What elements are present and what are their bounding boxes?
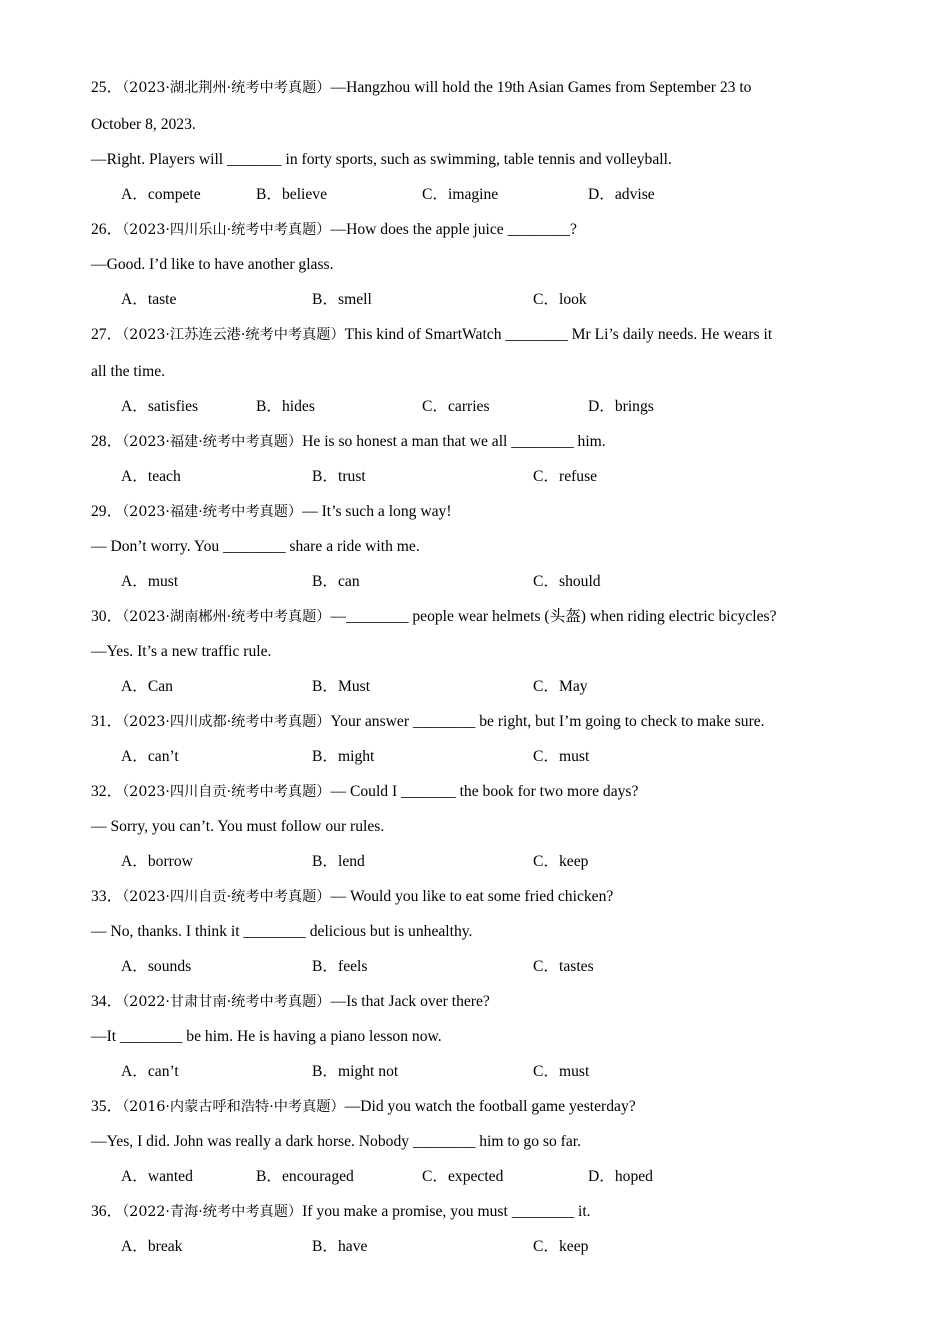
question-32-option-a: A．borrow (121, 853, 193, 870)
question-34-option-c: C．must (533, 1063, 590, 1080)
question-25-option-b: B．believe (256, 186, 328, 203)
question-30-stem: 30．（2023·湖南郴州·统考中考真题）—________ people wear helmets (头盔) when riding electric bicycles? (91, 608, 777, 625)
question-33-reply: — No, thanks. I think it ________ delicious but is unhealthy. (91, 923, 473, 940)
question-26-option-a: A．taste (121, 291, 177, 308)
question-35-option-d: D．hoped (588, 1168, 653, 1185)
question-28-option-a: A．teach (121, 468, 181, 485)
question-26-stem: 26．（2023·四川乐山·统考中考真题）—How does the apple juice ________? (91, 221, 577, 238)
question-26-option-c: C．look (533, 291, 587, 308)
question-25-option-c: C．imagine (422, 186, 499, 203)
question-27-stem: 27．（2023·江苏连云港·统考中考真题）This kind of SmartWatch ________ Mr Li’s daily needs. He wears it (91, 326, 773, 343)
question-32-option-b: B．lend (312, 853, 365, 870)
question-27-option-c: C．carries (422, 398, 490, 415)
question-36-option-c: C．keep (533, 1238, 589, 1255)
question-25-option-d: D．advise (588, 186, 655, 203)
question-28-option-b: B．trust (312, 468, 366, 485)
question-30-reply: —Yes. It’s a new traffic rule. (91, 643, 272, 660)
question-34-stem: 34．（2022·甘肃甘南·统考中考真题）—Is that Jack over there? (91, 993, 490, 1010)
question-25-reply: —Right. Players will _______ in forty sports, such as swimming, table tennis and volleyball. (91, 151, 672, 168)
question-26-option-b: B．smell (312, 291, 372, 308)
question-28-option-c: C．refuse (533, 468, 598, 485)
question-29-reply: — Don’t worry. You ________ share a ride with me. (91, 538, 420, 555)
question-34-reply: —It ________ be him. He is having a piano lesson now. (91, 1028, 442, 1045)
question-34-option-a: A．can’t (121, 1063, 179, 1080)
question-29-stem: 29．（2023·福建·统考中考真题）— It’s such a long way! (91, 503, 452, 520)
question-33-option-c: C．tastes (533, 958, 594, 975)
question-33-option-b: B．feels (312, 958, 368, 975)
question-29-option-a: A．must (121, 573, 179, 590)
question-32-stem: 32．（2023·四川自贡·统考中考真题）— Could I _______ the book for two more days? (91, 783, 639, 800)
question-29-option-b: B．can (312, 573, 360, 590)
question-32-option-c: C．keep (533, 853, 589, 870)
question-27-option-a: A．satisfies (121, 398, 199, 415)
question-31-option-a: A．can’t (121, 748, 179, 765)
question-33-stem: 33．（2023·四川自贡·统考中考真题）— Would you like to eat some fried chicken? (91, 888, 614, 905)
question-30-option-b: B．Must (312, 678, 371, 695)
question-33-option-a: A．sounds (121, 958, 192, 975)
question-35-reply: —Yes, I did. John was really a dark horse. Nobody ________ him to go so far. (91, 1133, 581, 1150)
question-31-option-b: B．might (312, 748, 375, 765)
question-28-stem: 28．（2023·福建·统考中考真题）He is so honest a man that we all ________ him. (91, 433, 606, 450)
question-25-option-a: A．compete (121, 186, 201, 203)
question-26-reply: —Good. I’d like to have another glass. (91, 256, 334, 273)
question-31-option-c: C．must (533, 748, 590, 765)
question-25-stem-cont: October 8, 2023. (91, 116, 196, 133)
question-36-stem: 36．（2022·青海·统考中考真题）If you make a promise, you must ________ it. (91, 1203, 591, 1220)
question-27-option-b: B．hides (256, 398, 315, 415)
question-30-option-c: C．May (533, 678, 588, 695)
question-36-option-b: B．have (312, 1238, 368, 1255)
question-27-option-d: D．brings (588, 398, 654, 415)
question-35-stem: 35．（2016·内蒙古呼和浩特·中考真题）—Did you watch the football game yesterday? (91, 1098, 636, 1115)
question-29-option-c: C．should (533, 573, 601, 590)
question-32-reply: — Sorry, you can’t. You must follow our rules. (91, 818, 385, 835)
question-35-option-c: C．expected (422, 1168, 504, 1185)
question-35-option-b: B．encouraged (256, 1168, 354, 1185)
question-30-option-a: A．Can (121, 678, 173, 695)
question-31-stem: 31．（2023·四川成都·统考中考真题）Your answer ________ be right, but I’m going to check to make sure. (91, 713, 765, 730)
question-34-option-b: B．might not (312, 1063, 399, 1080)
question-27-stem-cont: all the time. (91, 363, 166, 380)
question-35-option-a: A．wanted (121, 1168, 193, 1185)
question-25-stem: 25．（2023·湖北荆州·统考中考真题）—Hangzhou will hold the 19th Asian Games from September 23 to (91, 79, 752, 96)
question-36-option-a: A．break (121, 1238, 183, 1255)
